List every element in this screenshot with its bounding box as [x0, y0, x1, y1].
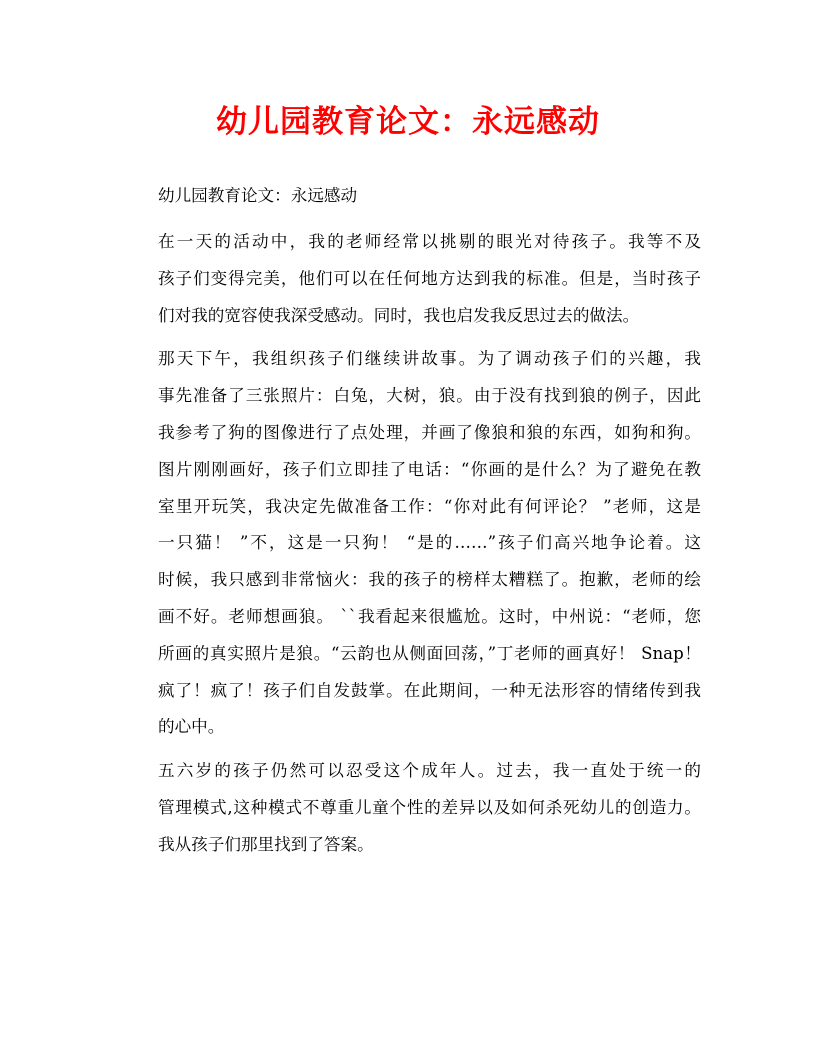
document-title: 幼儿园教育论文：永远感动	[216, 104, 600, 140]
paragraph-3	[121, 753, 701, 863]
paragraph-1	[121, 224, 701, 334]
paragraph-line: 我参考了狗的图像进行了点处理，并画了像狼和狼的东西，如狗和狗。	[158, 422, 701, 442]
paragraph-line: 我从孩子们那里找到了答案。	[158, 834, 374, 854]
paragraph-line: 图片刚刚画好，孩子们立即挂了电话：“你画的是什么？为了避免在教	[158, 459, 701, 479]
paragraph-line: 画不好。老师想画狼。 ``我看起来很尴尬。这时，中州说：“老师，您	[158, 606, 701, 626]
paragraph-2	[121, 341, 701, 746]
paragraph-line: 一只猫！ ”不，这是一只狗！ “是的……”孩子们高兴地争论着。这	[158, 533, 701, 553]
paragraph-line: 时候，我只感到非常恼火：我的孩子的榜样太糟糕了。抱歉，老师的绘	[158, 570, 701, 590]
paragraph-line: 管理模式,这种模式不尊重儿童个性的差异以及如何杀死幼儿的创造力。	[158, 797, 701, 817]
document-subtitle: 幼儿园教育论文：永远感动	[158, 186, 358, 205]
paragraph-line: 孩子们变得完美，他们可以在任何地方达到我的标准。但是，当时孩子	[158, 268, 701, 288]
paragraph-line: 的心中。	[158, 717, 225, 737]
paragraph-line: 疯了！疯了！孩子们自发鼓掌。在此期间，一种无法形容的情绪传到我	[158, 680, 701, 700]
paragraph-line: 事先准备了三张照片：白兔，大树，狼。由于没有找到狼的例子，因此	[158, 386, 701, 406]
paragraph-line: 五六岁的孩子仍然可以忍受这个成年人。过去，我一直处于统一的	[158, 761, 701, 781]
paragraph-line: 所画的真实照片是狼。“云韵也从侧面回荡，”丁老师的画真好！ Snap！	[158, 643, 701, 663]
paragraph-line: 室里开玩笑，我决定先做准备工作：“你对此有何评论？ ”老师，这是	[158, 496, 701, 516]
paragraph-line: 那天下午，我组织孩子们继续讲故事。为了调动孩子们的兴趣，我	[158, 349, 701, 369]
paragraph-line: 们对我的宽容使我深受感动。同时，我也启发我反思过去的做法。	[158, 305, 640, 325]
paragraph-line: 在一天的活动中，我的老师经常以挑剔的眼光对待孩子。我等不及	[158, 232, 701, 251]
document-body	[121, 178, 701, 864]
